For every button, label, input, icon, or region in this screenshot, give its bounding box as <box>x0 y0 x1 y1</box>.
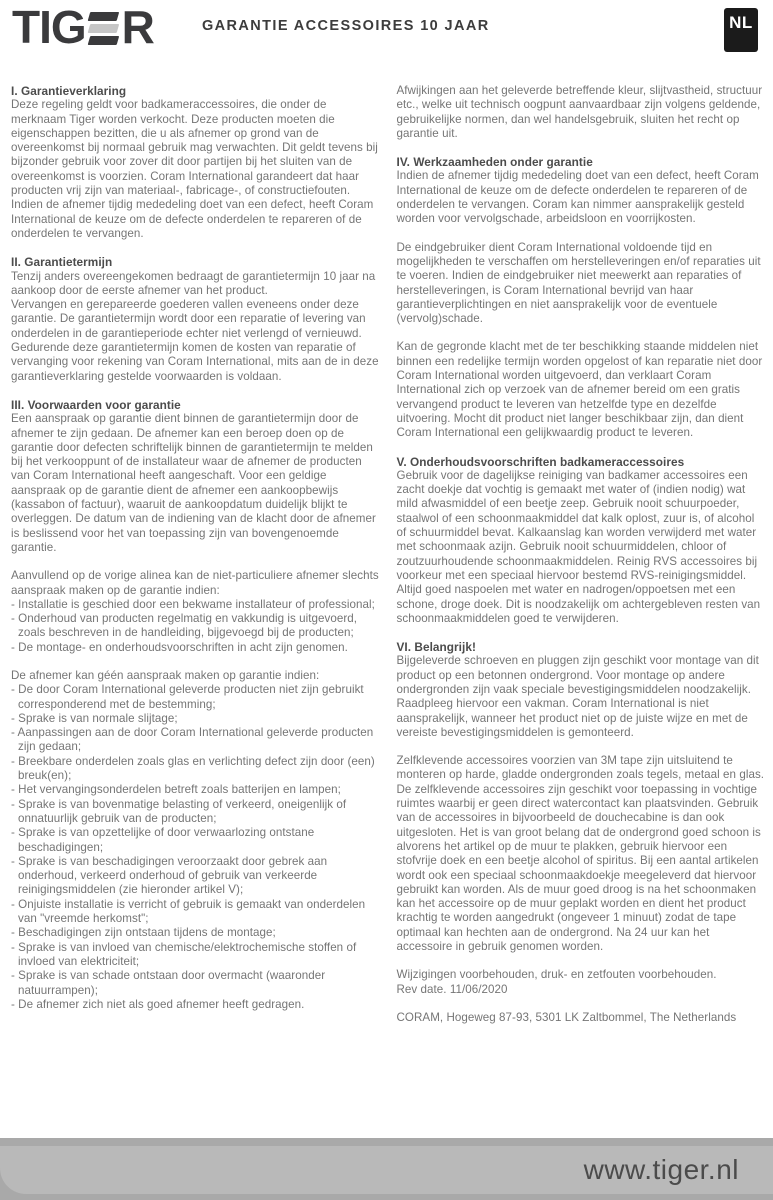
bullet-item: - Onderhoud van producten regelmatig en vakkundig is uitgevoerd, zoals beschreven in de handleiding, bijgevoegd bij de producten; <box>11 612 358 640</box>
paragraph-gap <box>397 740 766 754</box>
paragraph: Kan de gegronde klacht met de ter beschikking staande middelen niet binnen een redelijke termijn worden opgelost of kan reparatie niet door Coram International worden uitgevoerd, dan verklaart Coram International zich op verzoek van de afnemer bereid om een gratis vervangend product te leveren van hetzelfde type en dezelfde uitvoering. Mocht dit product niet langer beschikbaar zijn, dan dient Coram International een gelijkwaardig product te leveren. <box>396 340 763 440</box>
paragraph-gap <box>397 954 766 968</box>
bullet-item: - Sprake is van invloed van chemische/elektrochemische stoffen of invloed van elektriciteit; <box>11 940 357 968</box>
paragraph: Aanvullend op de vorige alinea kan de niet-particuliere afnemer slechts aanspraak maken op de garantie indien: <box>11 569 379 597</box>
paragraph: Afwijkingen aan het geleverde betreffende kleur, slijtvastheid, structuur etc., welke uit technisch oogpunt aanvaardbaar zijn volgens geldende, gebruikelijke normen, dan wel handelsgebruik, sluiten het recht op garantie uit. <box>396 84 763 140</box>
bullet-item: - Het vervangingsonderdelen betreft zoals batterijen en lampen; <box>11 783 341 797</box>
bullet-item: - De afnemer zich niet als goed afnemer heeft gedragen. <box>11 997 305 1011</box>
paragraph-gap <box>11 555 380 569</box>
paragraph: Rev date. 11/06/2020 <box>396 982 508 996</box>
bullet-item: - Sprake is van bovenmatige belasting of verkeerd, oneigenlijk of onnatuurlijk gebruik van de producten; <box>11 797 347 825</box>
tiger-logo <box>12 1 154 53</box>
paragraph: Vervangen en gerepareerde goederen vallen eveneens onder deze garantie. De garantietermijn wordt door een reparatie of levering van onderdelen in de garantieperiode echter niet verlengd of vernieuwd. <box>11 298 366 340</box>
bullet-item: - Sprake is van opzettelijke of door verwaarlozing ontstane beschadigingen; <box>11 826 315 854</box>
footer-gray-bar <box>0 1146 773 1194</box>
paragraph: Indien de afnemer tijdig mededeling doet van een defect, heeft Coram International de keuze om de defecte onderdelen te repareren of de onderdelen te vervangen. Coram kan nimmer aansprakelijk gesteld worden voor vervolgschade, arbeidsloon en voorrijkosten. <box>396 169 759 226</box>
website-url: www.tiger.nl <box>583 1154 739 1185</box>
logo-e-bar-bottom <box>87 36 118 45</box>
bullet-item: - De door Coram International geleverde producten niet zijn gebruikt corresponderend met de bestemming; <box>11 683 364 711</box>
logo-text-r: R <box>121 1 154 53</box>
bullet-item: - Sprake is van schade ontstaan door overmacht (waaronder natuurrampen); <box>11 969 326 997</box>
section-heading: VI. Belangrijk! <box>396 640 476 655</box>
bullet-item: - Installatie is geschied door een bekwame installateur of professional; <box>11 597 375 611</box>
bullet-item: - Sprake is van beschadigingen veroorzaakt door gebrek aan onderhoud, verkeerd onderhoud of gebruik van verkeerde reinigingsmiddelen (zie hieronder artikel V); <box>11 854 328 897</box>
paragraph-gap <box>11 655 380 669</box>
logo-text-tig: TIG <box>12 1 86 53</box>
paragraph: Zelfklevende accessoires voorzien van 3M tape zijn uitsluitend te monteren op harde, gladde ondergronden zoals tegels, metaal en glas. De zelfklevende accessoires zijn geschikt voor toepassing in vochtige ruimtes waarbij er geen direct watercontact kan plaatsvinden. Gebruik van de accessoires in bijvoorbeeld de douchecabine is dan ook uitgesloten. Het is van groot belang dat de ondergrond goed schoon is alvorens het artikel op de muur te plakken, gebruik hiervoor een stofvrije doek en een beetje alcohol of spiritus. Bij een aantal artikelen wordt ook een speciaal schoonmaakdoekje meegeleverd dat hiervoor gebruikt kan worden. Als de muur goed droog is na het schoonmaken kan het accessoire op de muur geplakt worden en dient het product krachtig te worden aangedrukt (ongeveer 1 minuut) zodat de tape optimaal kan hechten aan de ondergrond. Na 24 uur kan het accessoire in gebruik genomen worden. <box>396 754 765 954</box>
paragraph: Wijzigingen voorbehouden, druk- en zetfouten voorbehouden. <box>396 968 717 982</box>
section-heading: IV. Werkzaamheden onder garantie <box>396 155 593 170</box>
paragraph-gap <box>397 326 766 340</box>
logo-e-bars-icon <box>89 12 118 45</box>
document-body <box>11 84 765 1025</box>
paragraph: Tenzij anders overeengekomen bedraagt de garantietermijn 10 jaar na aankoop door de eerste afnemer van het product. <box>11 269 376 297</box>
footer-band <box>0 1138 773 1200</box>
paragraph: De eindgebruiker dient Coram International voldoende tijd en mogelijkheden te verschaffen om herstelleveringen en/of reparaties uit te voeren. Indien de eindgebruiker niet meewerkt aan reparaties of herstelleveringen, is Coram International bevrijd van haar garantieverplichtingen en niet aansprakelijk voor de eventuele (vervolg)schade. <box>396 240 761 326</box>
left-column <box>11 84 380 1025</box>
bullet-item: - Aanpassingen aan de door Coram International geleverde producten zijn gedaan; <box>11 726 374 754</box>
logo-e-bar-top <box>87 12 118 21</box>
document-section <box>397 84 766 141</box>
paragraph: De afnemer kan géén aanspraak maken op garantie indien: <box>11 668 320 682</box>
bullet-item: - Sprake is van normale slijtage; <box>11 711 178 725</box>
document-section <box>11 255 380 384</box>
document-section <box>397 455 766 627</box>
section-heading: I. Garantieverklaring <box>11 84 127 98</box>
document-section <box>397 155 766 440</box>
bullet-item: - De montage- en onderhoudsvoorschriften in acht zijn genomen. <box>11 640 348 654</box>
paragraph: Bijgeleverde schroeven en pluggen zijn geschikt voor montage van dit product op een betonnen ondergrond. Voor montage op andere ondergronden zijn vaak speciale bevestigingsmiddelen noodzakelijk. Raadpleeg hiervoor een vakman. Coram International is niet aansprakelijk, wanneer het product niet op de juiste wijze en met de vereiste bevestigingsmiddelen is gemonteerd. <box>396 654 759 739</box>
document-section <box>11 84 380 241</box>
document-section <box>397 640 766 1025</box>
section-heading: V. Onderhoudsvoorschriften badkameraccessoires <box>396 454 685 469</box>
paragraph: Deze regeling geldt voor badkameraccessoires, die onder de merknaam Tiger worden verkocht. Deze producten moeten die eigenschappen bezitten, die u als afnemer op grond van de overeenkomst bij normaal gebruik mag verwachten. Dit geldt tevens bij bijzonder gebruik voor zover dit door partijen bij het sluiten van de overeenkomst is voorzien. Coram International garandeert dat haar producten vrij zijn van materiaal-, fabricage-, of constructiefouten. Indien de afnemer tijdig mededeling doet van een defect, heeft Coram International de keuze om de defecte onderdelen te repareren of de onderdelen te vervangen. <box>11 98 378 240</box>
section-heading: III. Voorwaarden voor garantie <box>11 397 181 412</box>
paragraph: CORAM, Hogeweg 87-93, 5301 LK Zaltbommel, The Netherlands <box>396 1010 737 1024</box>
paragraph: Gedurende deze garantietermijn komen de kosten van reparatie of vervanging voor rekening van Coram International, mits aan de in deze garantieverklaring gestelde voorwaarden is voldaan. <box>11 341 379 383</box>
paragraph-gap <box>397 227 766 241</box>
document-title: GARANTIE ACCESSOIRES 10 JAAR <box>202 18 490 34</box>
paragraph: Gebruik voor de dagelijkse reiniging van badkamer accessoires een zacht doekje dat vochtig is gemaakt met water of (indien nodig) wat mild afwasmiddel of een beetje zeep. Gebruik nooit schuurpoeder, staalwol of een schoonmaakmiddel dat kalk oplost, zuur is, of alcohol of schuurmiddel bevat. Kalkaanslag kan worden verwijderd met water met schoonmaak azijn. Gebruik nooit schuurmiddelen, chloor of zoutzuurhoudende schoonmaakmiddelen. Reinig RVS accessoires bij voorkeur met een speciaal hiervoor bestemd RVS-reinigingsmiddel. Altijd goed naspoelen met water en nadrogen/oppoetsen met een schone, droge doek. Dit is noodzakelijk om achtergebleven resten van schoonmaakmiddelen goed te verwijderen. <box>396 468 761 625</box>
right-column <box>397 84 766 1025</box>
bullet-item: - Onjuiste installatie is verricht of gebruik is gemaakt van onderdelen van "vreemde herkomst"; <box>11 897 366 926</box>
bullet-item: - Breekbare onderdelen zoals glas en verlichting defect zijn door (een) breuk(en); <box>11 754 375 783</box>
paragraph: Een aanspraak op garantie dient binnen de garantietermijn door de afnemer te zijn gedaan. De afnemer kan een beroep doen op de garantie door defecten schriftelijk binnen de garantietermijn te melden bij het verkooppunt of de installateur waar de afnemer de producten van Coram International heeft aangeschaft. Voor een geldige aanspraak op de garantie dient de afnemer een aankoopbewijs (kassabon of factuur), waaruit de aankoopdatum duidelijk blijkt te overleggen. De datum van de indiening van de klacht door de afnemer is beslissend voor het van toepassing zijn van bovengenoemde garantie. <box>11 412 376 554</box>
document-section <box>11 398 380 1012</box>
logo-e-bar-middle <box>87 24 118 33</box>
bullet-item: - Beschadigingen zijn ontstaan tijdens de montage; <box>11 926 276 940</box>
paragraph-gap <box>397 997 766 1011</box>
language-badge-nl: NL <box>724 8 758 52</box>
section-heading: II. Garantietermijn <box>11 255 113 270</box>
